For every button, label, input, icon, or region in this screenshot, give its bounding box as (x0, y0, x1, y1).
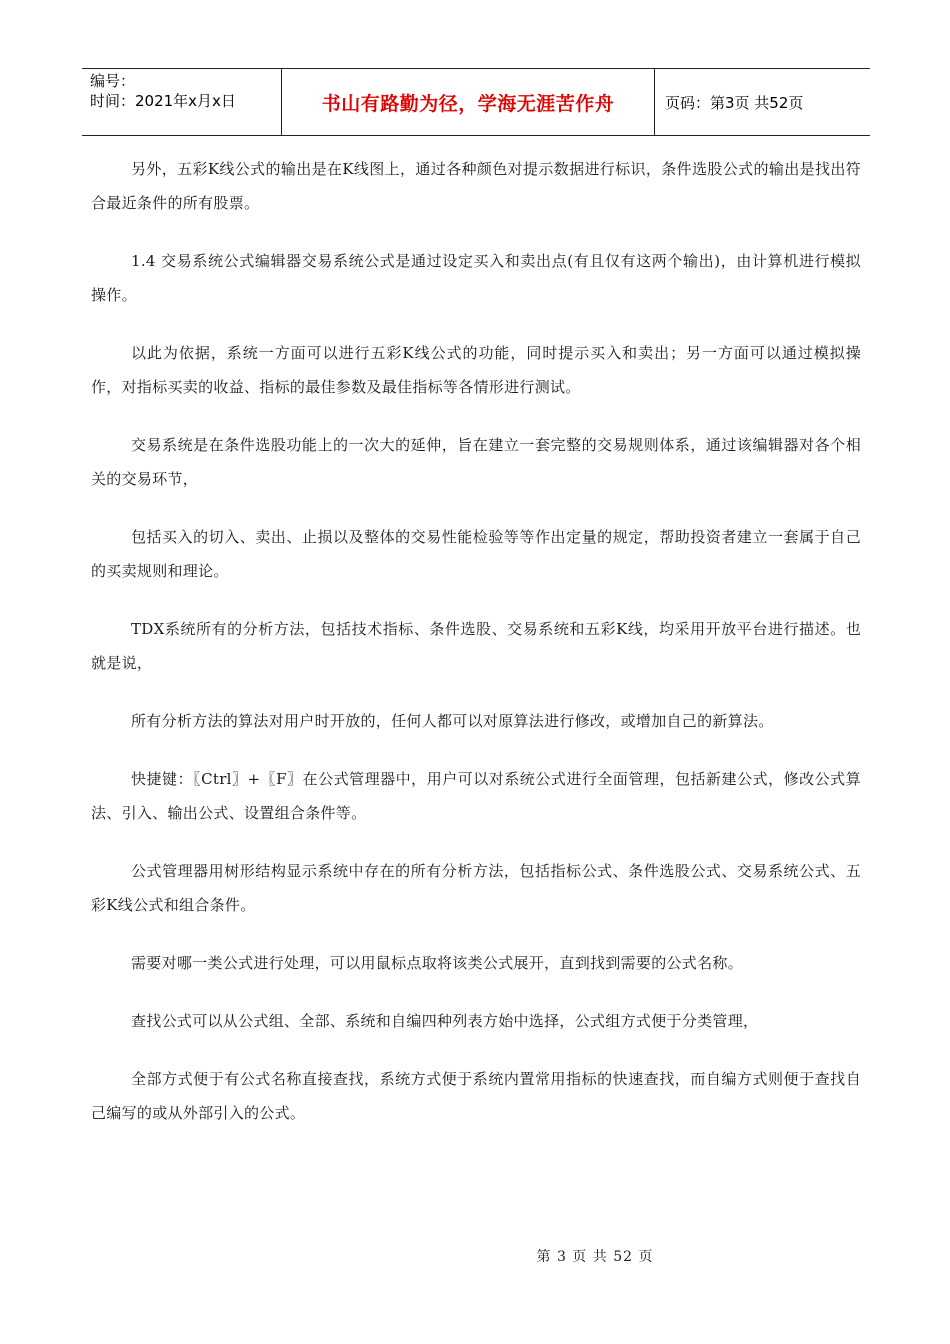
page-header (82, 68, 870, 136)
paragraph: 包括买入的切入、卖出、止损以及整体的交易性能检验等等作出定量的规定，帮助投资者建立一套属于自己的买卖规则和理论。 (91, 528, 861, 580)
paragraph: 查找公式可以从公式组、全部、系统和自编四种列表方始中选择，公式组方式便于分类管理， (131, 1012, 759, 1030)
header-motto: 书山有路勤为径，学海无涯苦作舟 (282, 69, 655, 135)
paragraph: 交易系统是在条件选股功能上的一次大的延伸，旨在建立一套完整的交易规则体系，通过该编辑器对各个相关的交易环节， (91, 436, 861, 488)
paragraph: TDX系统所有的分析方法，包括技术指标、条件选股、交易系统和五彩K线，均采用开放平台进行描述。也就是说， (91, 620, 861, 672)
header-page-info: 页码：第3页 共52页 (665, 93, 804, 112)
page-footer (0, 1246, 950, 1266)
document-body (91, 152, 861, 1154)
paragraph: 1.4 交易系统公式编辑器交易系统公式是通过设定买入和卖出点(有且仅有这两个输出)，由计算机进行模拟操作。 (91, 252, 861, 304)
paragraph: 全部方式便于有公式名称直接查找，系统方式便于系统内置常用指标的快速查找，而自编方式则便于查找自己编写的或从外部引入的公式。 (91, 1070, 861, 1122)
number-label: 编号： (90, 72, 136, 90)
paragraph: 所有分析方法的算法对用户时开放的，任何人都可以对原算法进行修改，或增加自己的新算法。 (131, 712, 774, 730)
header-meta (82, 69, 282, 135)
paragraph: 以此为依据，系统一方面可以进行五彩K线公式的功能，同时提示买入和卖出；另一方面可以通过模拟操作，对指标买卖的收益、指标的最佳参数及最佳指标等各情形进行测试。 (91, 344, 861, 396)
footer-page-number: 第 3 页 共 52 页 (536, 1249, 654, 1265)
paragraph: 快捷键：〖Ctrl〗+〖F〗在公式管理器中，用户可以对系统公式进行全面管理，包括新建公式，修改公式算法、引入、输出公式、设置组合条件等。 (91, 770, 861, 822)
time-label: 时间：2021年x月x日 (90, 92, 236, 110)
paragraph: 公式管理器用树形结构显示系统中存在的所有分析方法，包括指标公式、条件选股公式、交易系统公式、五彩K线公式和组合条件。 (91, 862, 861, 914)
paragraph: 需要对哪一类公式进行处理，可以用鼠标点取将该类公式展开，直到找到需要的公式名称。 (131, 954, 744, 972)
paragraph: 另外，五彩K线公式的输出是在K线图上，通过各种颜色对提示数据进行标识，条件选股公式的输出是找出符合最近条件的所有股票。 (91, 160, 861, 212)
